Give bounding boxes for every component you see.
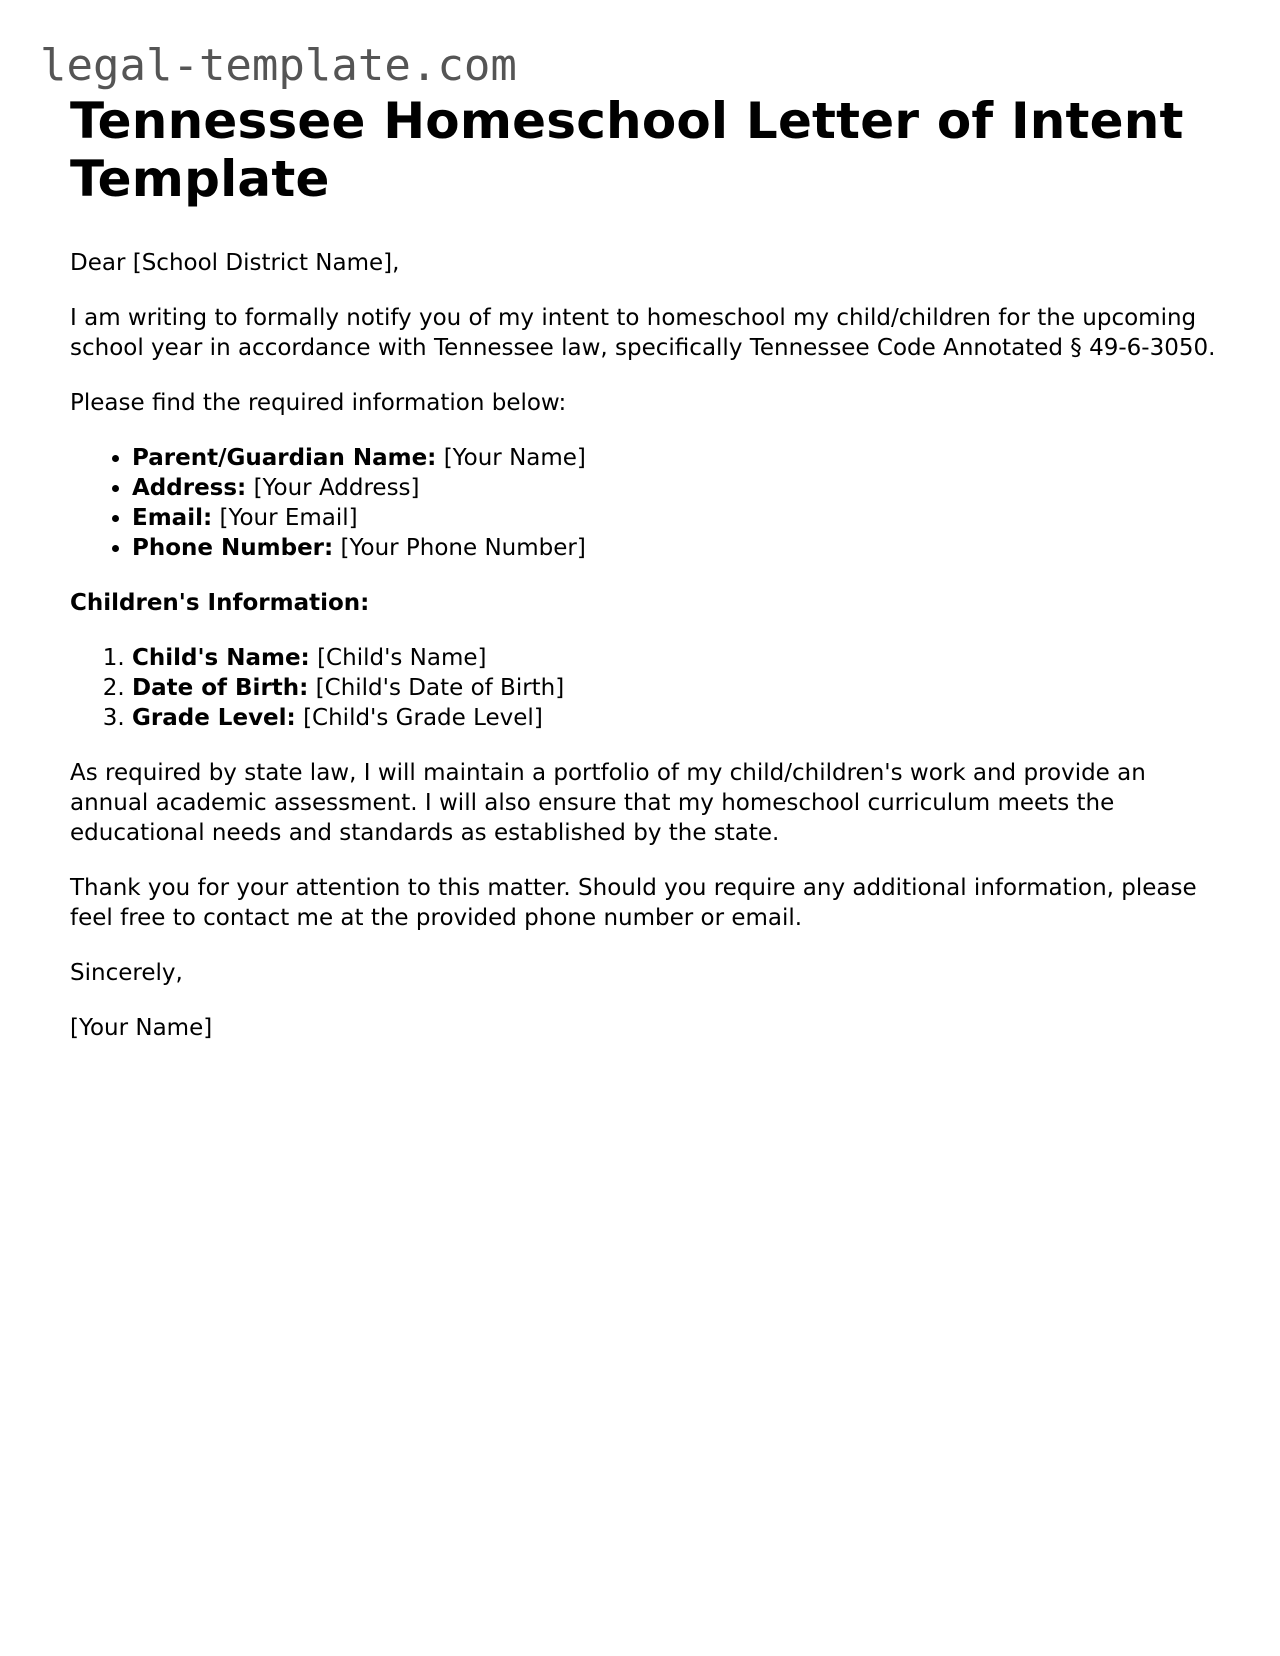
field-value: [Your Email]	[219, 505, 358, 531]
list-item	[132, 473, 1220, 503]
list-item	[132, 533, 1220, 563]
field-label: Grade Level:	[132, 705, 296, 731]
field-label: Parent/Guardian Name:	[132, 445, 437, 471]
letter-document	[70, 92, 1220, 1043]
field-value: [Your Name]	[443, 445, 586, 471]
list-item	[132, 703, 1220, 733]
field-label: Phone Number:	[132, 535, 334, 561]
list-item	[132, 673, 1220, 703]
commitment-paragraph: As required by state law, I will maintain a portfolio of my child/children's work and provide an annual academic assessment. I will also ensure that my homeschool curriculum meets the educational needs and standards as established by the state.	[70, 760, 1146, 846]
field-value: [Child's Name]	[317, 645, 487, 671]
closing-paragraph: Thank you for your attention to this matter. Should you require any additional information, please feel free to contact me at the provided phone number or email.	[70, 875, 1197, 931]
info-prompt: Please find the required information below:	[70, 390, 567, 416]
list-item	[132, 443, 1220, 473]
sign-off: Sincerely,	[70, 960, 183, 986]
field-label: Child's Name:	[132, 645, 310, 671]
signature-name: [Your Name]	[70, 1015, 213, 1041]
field-label: Email:	[132, 505, 213, 531]
salutation: Dear [School District Name],	[70, 250, 400, 276]
field-value: [Your Address]	[253, 475, 420, 501]
field-label: Address:	[132, 475, 247, 501]
parent-info-list	[70, 443, 1220, 563]
field-value: [Child's Grade Level]	[303, 705, 543, 731]
intro-paragraph: I am writing to formally notify you of my intent to homeschool my child/children for the upcoming school year in accordance with Tennessee law, specifically Tennessee Code Annotated § 49-6-3050.	[70, 305, 1216, 361]
watermark: legal-template.com	[40, 40, 517, 91]
children-info-heading: Children's Information:	[70, 590, 370, 616]
list-item	[132, 503, 1220, 533]
children-info-list	[70, 643, 1220, 733]
document-title: Tennessee Homeschool Letter of Intent Template	[70, 92, 1184, 208]
field-value: [Your Phone Number]	[340, 535, 586, 561]
field-label: Date of Birth:	[132, 675, 309, 701]
list-item	[132, 643, 1220, 673]
field-value: [Child's Date of Birth]	[315, 675, 565, 701]
